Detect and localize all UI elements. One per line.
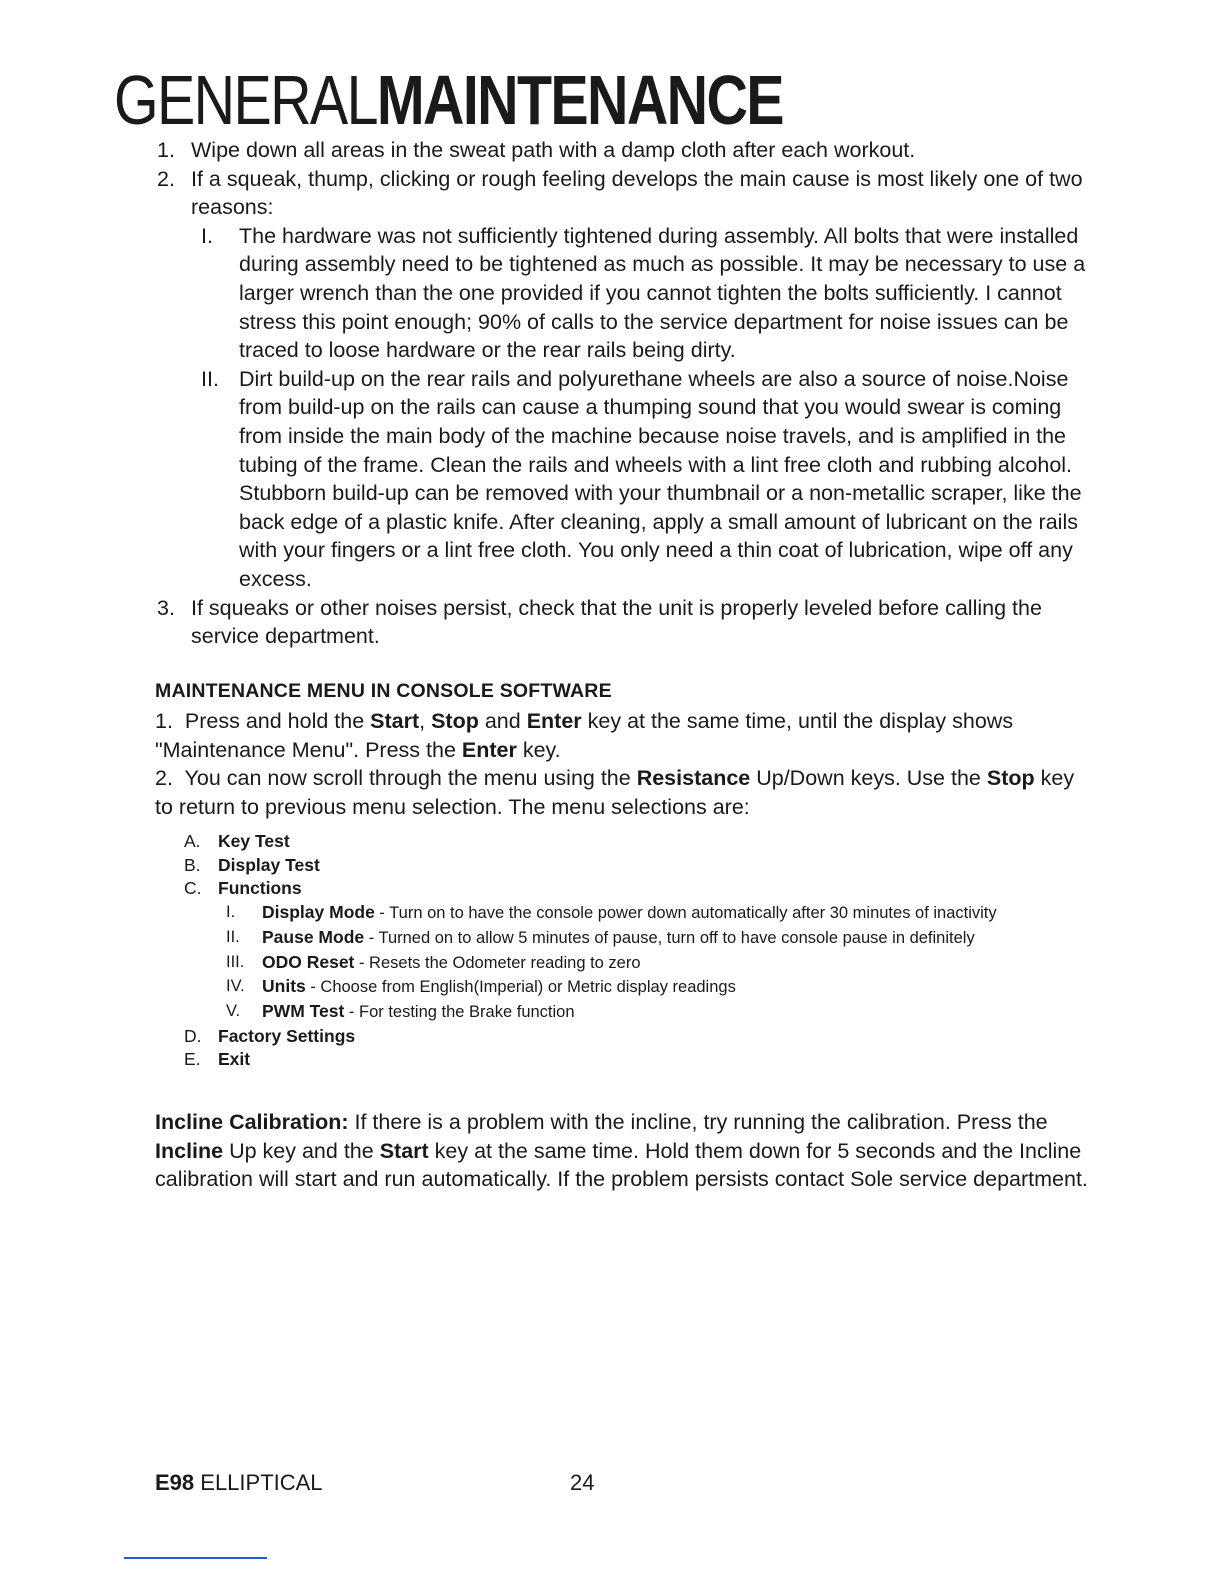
list-number: 2. — [157, 166, 175, 191]
menu-label: Display Test — [218, 854, 320, 875]
function-label: ODO Reset — [262, 951, 355, 972]
step-text: Press and hold the — [184, 709, 371, 733]
key-stop: Stop — [986, 766, 1035, 791]
step-text: key. — [516, 737, 561, 762]
list-text: Wipe down all areas in the sweat path with a damp cloth after each workout. — [191, 138, 916, 162]
step-number: 1. — [155, 709, 173, 733]
title-light: GENERAL — [114, 61, 377, 139]
key-resistance: Resistance — [636, 766, 751, 791]
step-text: key at the same time, until the display shows "Maintenance Menu". Press the — [155, 709, 1014, 762]
footer-model — [155, 1470, 323, 1496]
step-number: 2. — [155, 766, 173, 791]
model-name: ELLIPTICAL — [194, 1470, 323, 1495]
reason-number: II. — [201, 366, 219, 391]
title-bold: MAINTENANCE — [376, 61, 783, 139]
menu-label: Factory Settings — [218, 1025, 356, 1046]
menu-letter: E. — [184, 1049, 201, 1070]
function-pause-mode — [184, 926, 1114, 951]
function-numeral: IV. — [226, 977, 245, 996]
step-text: You can now scroll through the menu using the — [184, 766, 637, 791]
key-enter: Enter — [526, 709, 582, 733]
section-heading: MAINTENANCE MENU IN CONSOLE SOFTWARE — [155, 680, 612, 702]
list-text: If squeaks or other noises persist, check that the unit is properly leveled before calling the service department. — [191, 595, 1042, 649]
function-numeral: I. — [226, 903, 236, 922]
key-start: Start — [379, 1138, 429, 1163]
step-text: Up/Down keys. Use the — [750, 766, 987, 791]
list-item — [155, 136, 1105, 165]
function-odo-reset — [184, 951, 1114, 976]
list-item — [155, 165, 1105, 594]
key-incline: Incline — [155, 1138, 224, 1163]
key-stop: Stop — [431, 709, 479, 733]
reason-number: I. — [201, 223, 213, 248]
incline-text: Up key and the — [223, 1138, 380, 1163]
menu-selections — [184, 830, 1114, 1072]
incline-calibration — [155, 1108, 1100, 1194]
menu-label: Key Test — [218, 831, 290, 851]
function-label: Display Mode — [262, 902, 375, 923]
function-numeral: III. — [226, 952, 245, 971]
reason-item — [191, 365, 1105, 594]
page-number: 24 — [570, 1470, 595, 1495]
list-number: 1. — [157, 138, 175, 162]
menu-letter: B. — [184, 854, 201, 875]
maintenance-list — [155, 136, 1105, 651]
list-number: 3. — [157, 595, 175, 620]
footer-rule — [124, 1557, 267, 1559]
function-label: Units — [262, 976, 306, 997]
function-numeral: V. — [226, 1001, 241, 1020]
key-enter: Enter — [461, 737, 517, 762]
incline-text: If there is a problem with the incline, try running the calibration. Press the — [348, 1110, 1048, 1134]
step-text: , — [419, 709, 432, 733]
step-2 — [155, 764, 1095, 821]
menu-letter: C. — [184, 878, 202, 899]
key-start: Start — [370, 709, 420, 733]
reasons-list — [191, 222, 1105, 594]
function-desc: - Resets the Odometer reading to zero — [354, 953, 641, 972]
menu-item-key-test — [184, 830, 1114, 854]
function-desc: - Choose from English(Imperial) or Metric display readings — [305, 978, 736, 997]
incline-label: Incline Calibration: — [155, 1110, 349, 1134]
function-desc: - Turned on to allow 5 minutes of pause, turn off to have console pause in definitely — [364, 928, 975, 947]
menu-label: Exit — [218, 1049, 251, 1070]
reason-item — [191, 222, 1105, 365]
menu-item-factory-settings — [184, 1025, 1114, 1049]
incline-text: key at the same time. Hold them down for 5 seconds and the Incline calibration will start and run automatically. If the problem persists contact Sole service department. — [155, 1138, 1088, 1192]
step-text: and — [478, 709, 527, 733]
reason-text: Dirt build-up on the rear rails and polyurethane wheels are also a source of noise.Noise from build-up on the rails can cause a thumping sound that you would swear is coming from inside the main body of the machine because noise travels, and is amplified in the tubing of the frame. Clean the rails and wheels with a lint free cloth and rubbing alcohol. Stubborn build-up can be removed with your thumbnail or a non-metallic scraper, like the back edge of a plastic knife. After cleaning, apply a small amount of lubricant on the rails with your fingers or a lint free cloth. You only need a thin coat of lubrication, wipe off any excess. — [239, 366, 1082, 591]
step-text: key to return to previous menu selection. The menu selections are: — [155, 766, 1075, 819]
function-pwm-test — [184, 1000, 1114, 1025]
menu-letter: A. — [184, 831, 201, 851]
menu-label: Functions — [218, 878, 302, 899]
reason-text: The hardware was not sufficiently tightened during assembly. All bolts that were installed during assembly need to be tightened as much as possible. It may be necessary to use a larger wrench than the one provided if you cannot tighten the bolts sufficiently. I cannot stress this point enough; 90% of calls to the service department for noise issues can be traced to loose hardware or the rear rails being dirty. — [239, 223, 1086, 363]
model-number: E98 — [155, 1470, 195, 1495]
function-desc: - Turn on to have the console power down automatically after 30 minutes of inactivity — [374, 904, 997, 923]
menu-steps — [155, 707, 1095, 821]
menu-letter: D. — [184, 1025, 202, 1046]
page-title — [114, 61, 783, 139]
function-label: PWM Test — [262, 1000, 345, 1021]
menu-item-functions — [184, 877, 1114, 901]
function-desc: - For testing the Brake function — [344, 1002, 575, 1021]
list-item — [155, 594, 1105, 651]
function-numeral: II. — [226, 927, 240, 946]
menu-item-exit — [184, 1048, 1114, 1072]
menu-item-display-test — [184, 854, 1114, 878]
function-display-mode — [184, 901, 1114, 926]
function-units — [184, 975, 1114, 1000]
list-text: If a squeak, thump, clicking or rough feeling develops the main cause is most likely one of two reasons: — [191, 166, 1083, 220]
step-1 — [155, 707, 1095, 764]
function-label: Pause Mode — [262, 926, 365, 947]
